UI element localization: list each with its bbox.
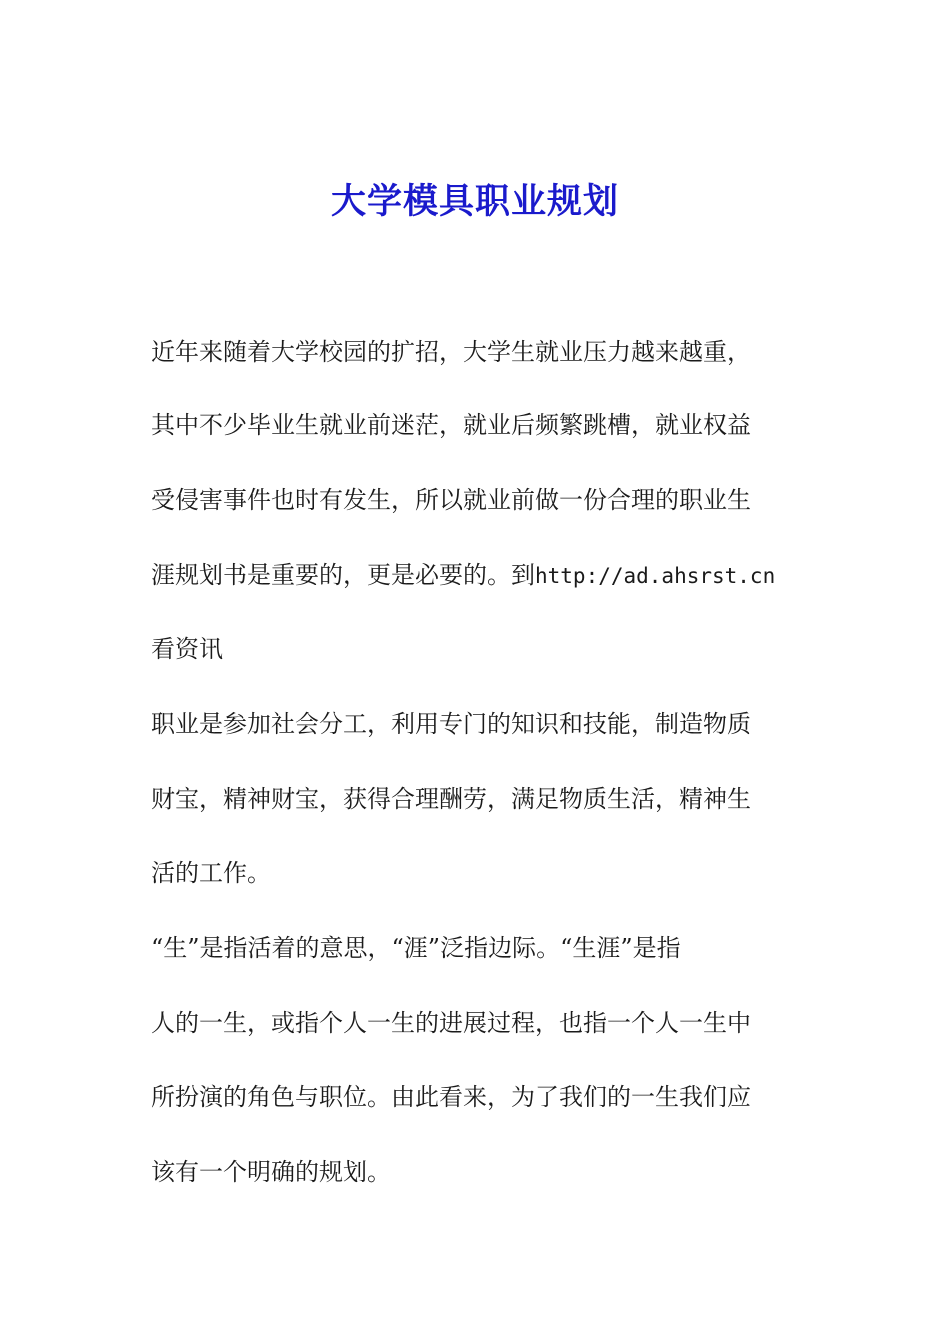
paragraph-1-line-3: 受侵害事件也时有发生，所以就业前做一份合理的职业生 [151,486,751,514]
paragraph-1-line-4 [151,555,775,596]
paragraph-2-line-1: 职业是参加社会分工，利用专门的知识和技能，制造物质 [151,710,751,738]
paragraph-3-line-1: “生”是指活着的意思，“涯”泛指边际。“生涯”是指 [151,934,681,962]
paragraph-1-line-1: 近年来随着大学校园的扩招，大学生就业压力越来越重， [151,338,751,366]
paragraph-1-line-2: 其中不少毕业生就业前迷茫，就业后频繁跳槽，就业权益 [151,411,751,439]
paragraph-2-line-2: 财宝，精神财宝，获得合理酬劳，满足物质生活，精神生 [151,785,751,813]
document-title: 大学模具职业规划 [330,181,619,222]
paragraph-3-line-3: 所扮演的角色与职位。由此看来，为了我们的一生我们应 [151,1083,751,1111]
resource-link[interactable]: http://ad.ahsrst.cn [535,564,776,588]
paragraph-2-line-3: 活的工作。 [151,859,271,887]
paragraph-3-line-4: 该有一个明确的规划。 [151,1158,391,1186]
paragraph-1-line-5: 看资讯 [151,635,223,663]
paragraph-3-line-2: 人的一生，或指个人一生的进展过程，也指一个人一生中 [151,1009,751,1037]
paragraph-1-line-4-text: 涯规划书是重要的，更是必要的。到 [151,561,535,589]
